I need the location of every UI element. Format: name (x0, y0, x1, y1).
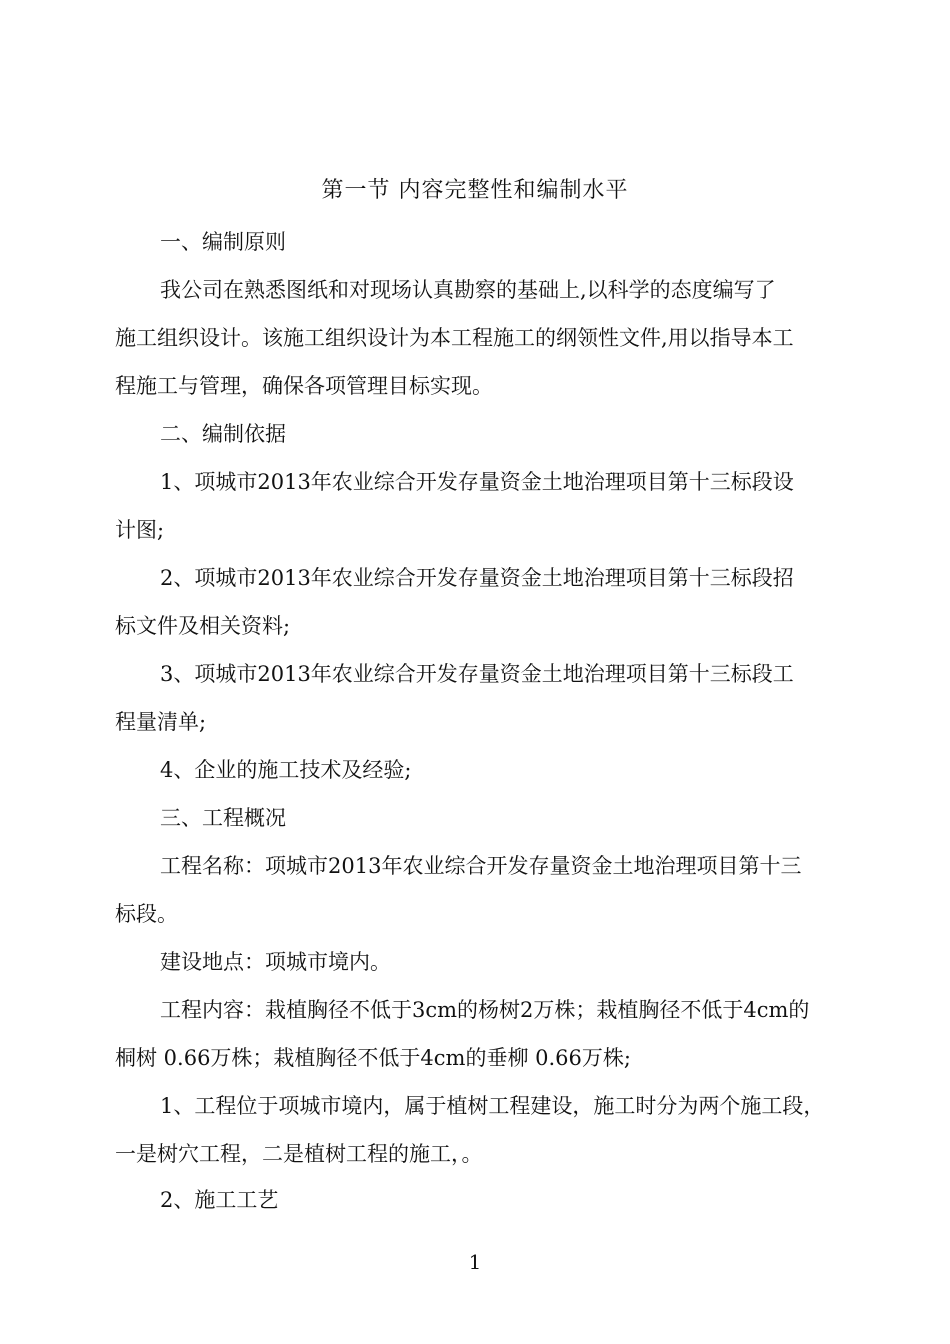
paragraph-line: 施工组织设计。该施工组织设计为本工程施工的纲领性文件,用以指导本工 (115, 326, 794, 350)
page-number: 1 (468, 1250, 482, 1274)
paragraph-line: 计图; (115, 518, 165, 542)
paragraph-line: 1、项城市2013年农业综合开发存量资金土地治理项目第十三标段设 (160, 470, 794, 494)
paragraph-line: 2、项城市2013年农业综合开发存量资金土地治理项目第十三标段招 (160, 566, 794, 590)
paragraph-line: 3、项城市2013年农业综合开发存量资金土地治理项目第十三标段工 (160, 662, 794, 686)
paragraph-line: 三、工程概况 (160, 806, 286, 830)
page-title: 第一节 内容完整性和编制水平 (321, 178, 629, 203)
paragraph-line: 程量清单; (115, 710, 207, 734)
paragraph-line: 标段。 (115, 902, 178, 926)
paragraph-line: 我公司在熟悉图纸和对现场认真勘察的基础上,以科学的态度编写了 (160, 278, 776, 302)
paragraph-line: 一、编制原则 (160, 230, 286, 254)
paragraph-line: 一是树穴工程，二是植树工程的施工，。 (115, 1142, 483, 1166)
paragraph-line: 工程名称：项城市2013年农业综合开发存量资金土地治理项目第十三 (160, 854, 802, 878)
paragraph-line: 1、工程位于项城市境内，属于植树工程建设，施工时分为两个施工段， (160, 1094, 825, 1118)
paragraph-line: 4、企业的施工技术及经验; (160, 758, 412, 782)
paragraph-line: 桐树 0.66万株；栽植胸径不低于4cm的垂柳 0.66万株; (115, 1046, 631, 1070)
paragraph-line: 标文件及相关资料; (115, 614, 291, 638)
paragraph-line: 2、施工工艺 (160, 1188, 279, 1212)
paragraph-line: 工程内容：栽植胸径不低于3cm的杨树2万株；栽植胸径不低于4cm的 (160, 998, 810, 1022)
paragraph-line: 建设地点：项城市境内。 (160, 950, 391, 974)
paragraph-line: 程施工与管理，确保各项管理目标实现。 (115, 374, 493, 398)
paragraph-line: 二、编制依据 (160, 422, 286, 446)
